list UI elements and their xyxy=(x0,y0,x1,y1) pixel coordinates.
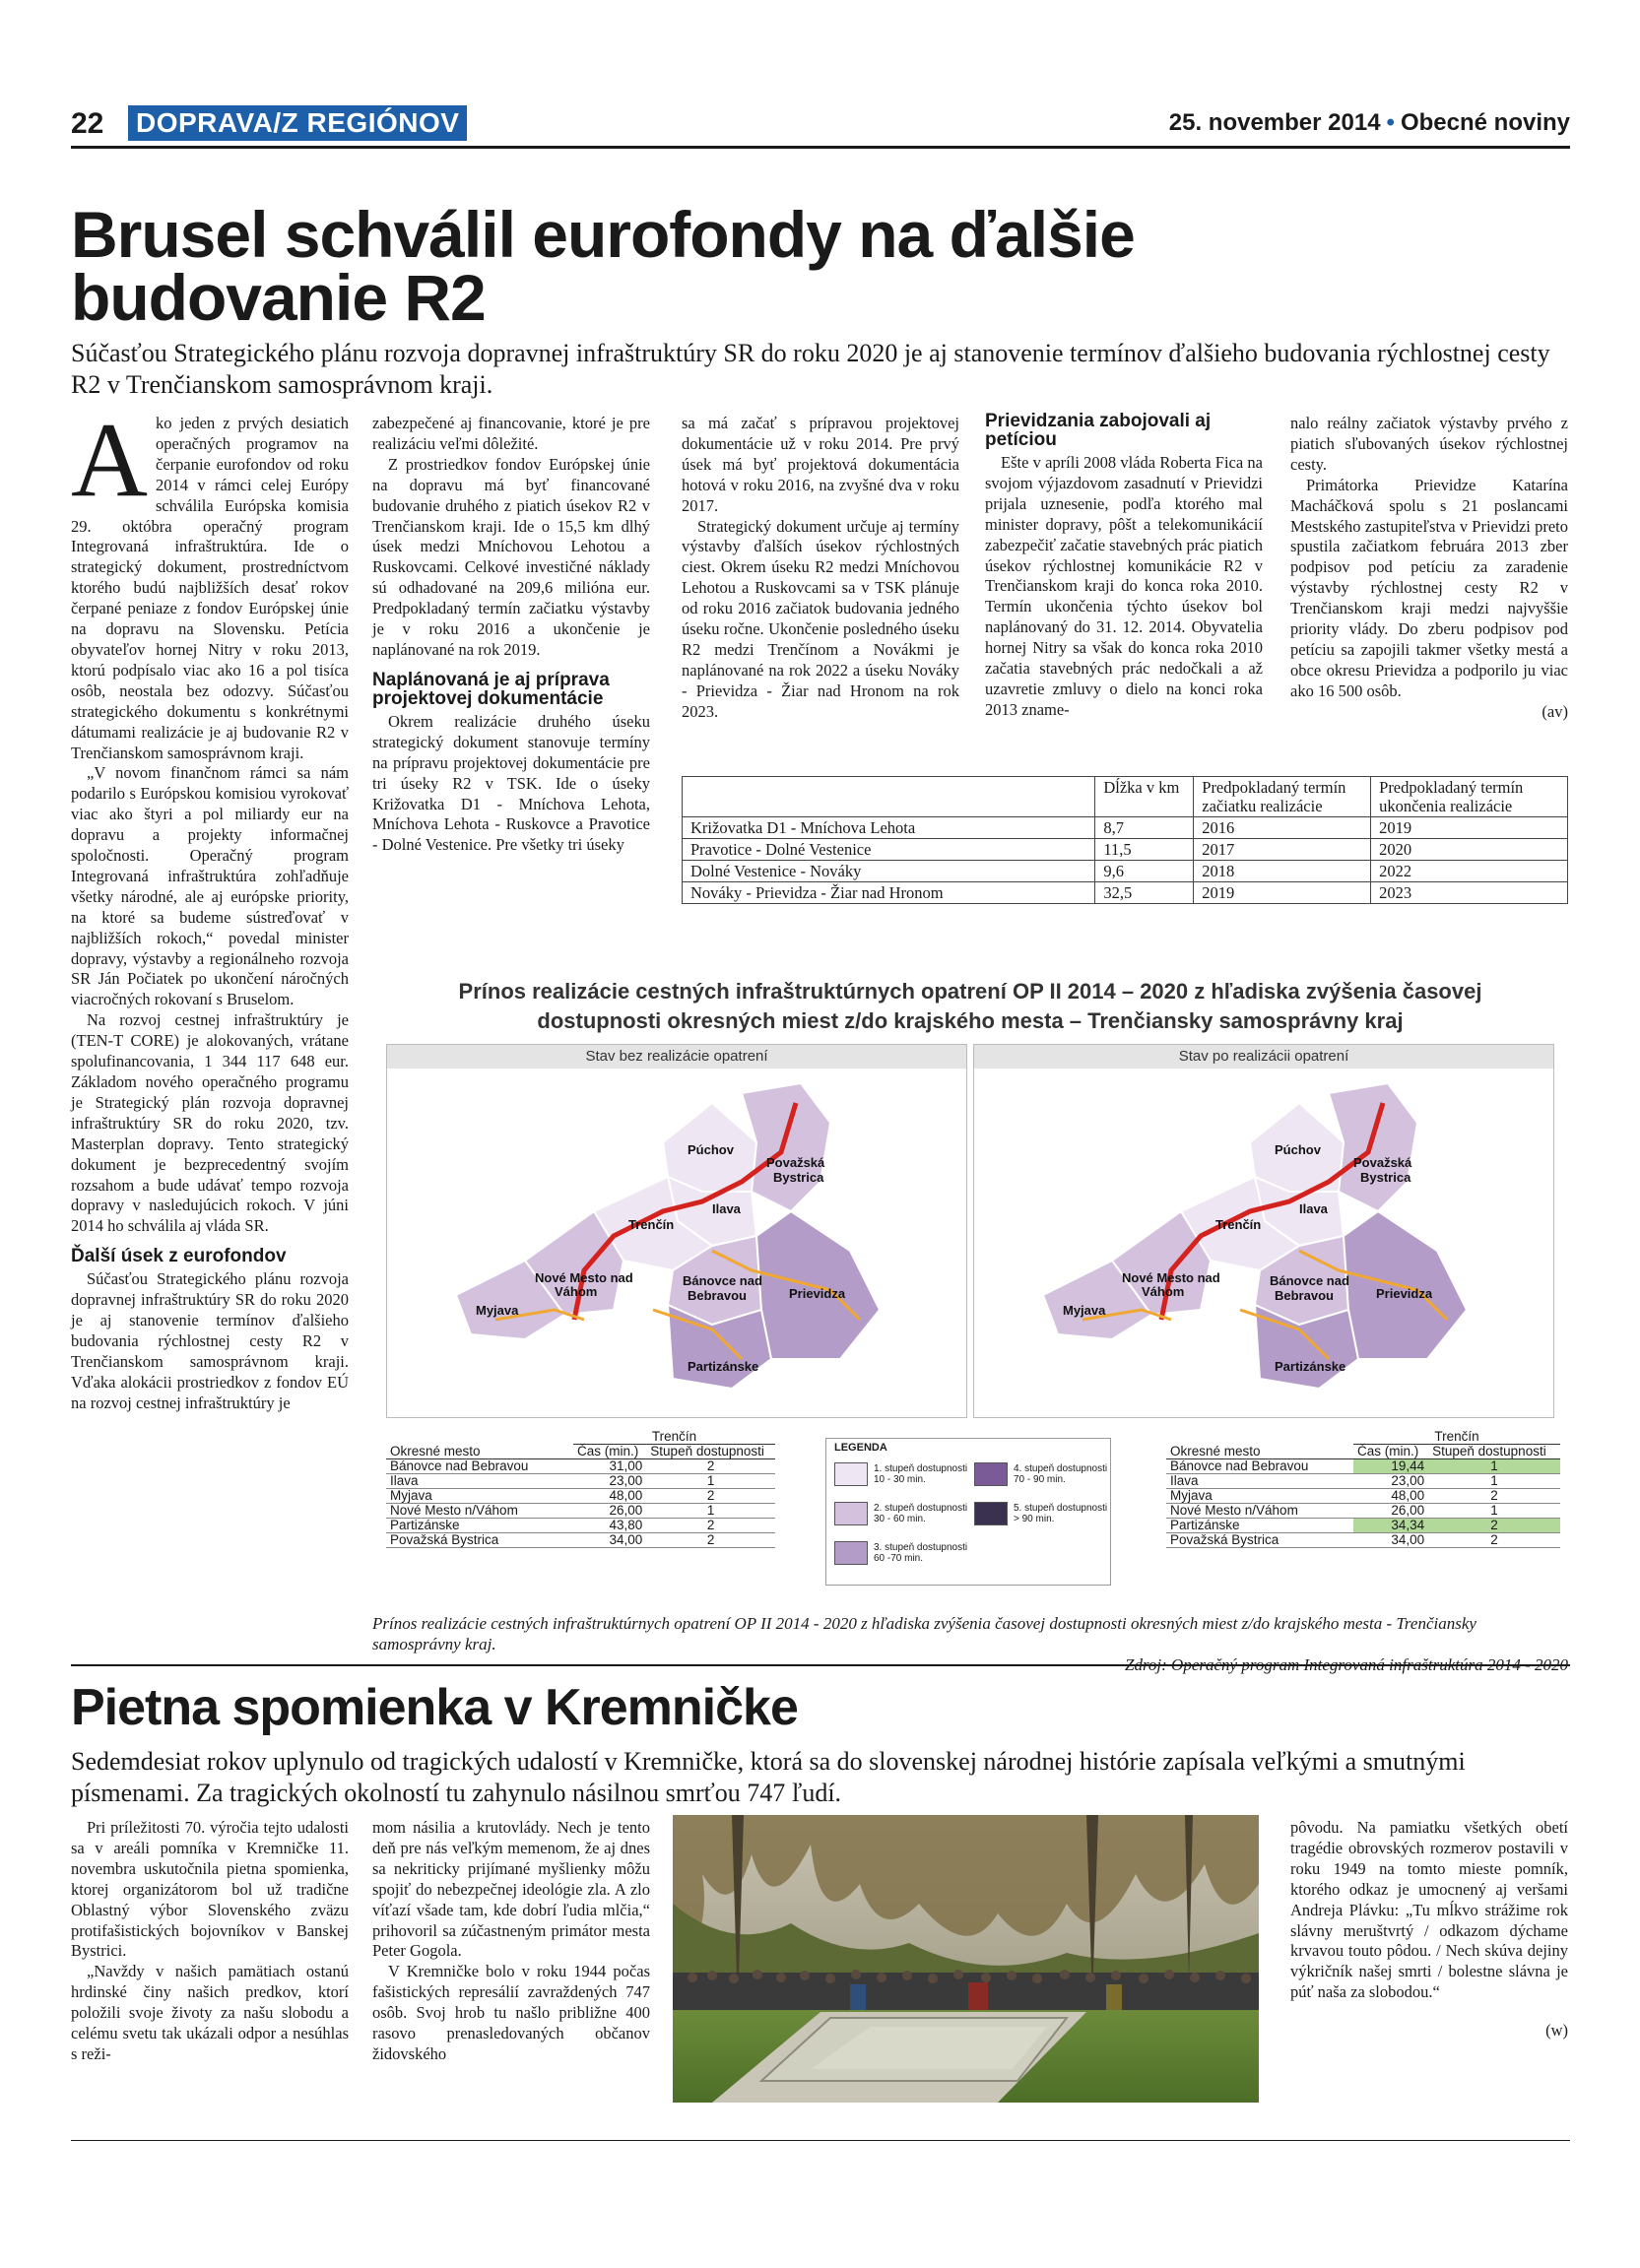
table-row xyxy=(386,1504,775,1519)
map-label: Ilava xyxy=(1299,1201,1328,1216)
article-paragraph: Pri príležitosti 70. výročia tejto udalosti sa v areáli pomníka v Kremničke 11. novembra uskutočnila pietna spomienka, ktorej organizátorom bol už tradične Oblastný výbor Slovenského zväzu protifašistických bojovníkov v Banskej Bystrici. xyxy=(71,1818,349,1961)
article-paragraph: nalo reálny začiatok výstavby prvého z piatich sľubovaných úsekov rýchlostnej cesty. xyxy=(1290,414,1568,474)
article-paragraph: Ako jeden z prvých desiatich operačných programov na čerpanie eurofondov od roku 2014 v rámci celej Európy schválila Európska komisia 29. októbra operačný program Integrovaná infraštruktúra. Ide o strategický dokument, prostredníctvom ktorého budú najbližších desať rokov čerpané peniaze z fondov Európskej únie na dopravu na Slovensku. Petícia obyvateľov hornej Nitry v roku 2013, ktorú podpísalo viac ako 16 a pol tisíca osôb, neostala bez odozvy. Súčasťou strategického dokumentu s konkrétnymi dátumami realizácie je aj budovanie R2 v Trenčianskom samosprávnom kraji. xyxy=(71,402,349,762)
legend-label: 2. stupeň dostupnosti 30 - 60 min. xyxy=(874,1503,968,1524)
article-title-line2: budovanie R2 xyxy=(71,261,486,334)
table-cell: 1 xyxy=(646,1474,775,1489)
table-cell: 2 xyxy=(646,1519,775,1533)
article-column-3 xyxy=(1290,1818,1568,2041)
map-label: Myjava xyxy=(1063,1303,1106,1318)
table-cell: 34,00 xyxy=(1353,1533,1428,1548)
article-paragraph: Z prostriedkov fondov Európskej únie na dopravu má byť financované budovanie druhého z piatich úsekov R2 v Trenčianskom kraji. Ide o 15,5 km dlhý úsek medzi Mníchovou Lehotou a Ruskovcami. Celkové investičné náklady sú odhadované na 209,6 milióna eur. Predpokladaný termín začiatku výstavby je v roku 2016 a ukončenie je naplánované na rok 2019. xyxy=(372,454,650,659)
table-cell: Križovatka D1 - Mníchova Lehota xyxy=(683,817,1095,839)
article-column-4 xyxy=(985,412,1263,721)
drop-cap: A xyxy=(71,402,148,519)
memorial-photo xyxy=(673,1815,1259,2103)
map-label: Partizánske xyxy=(1275,1359,1346,1374)
accessibility-table-after xyxy=(1166,1430,1560,1548)
map-label: Púchov xyxy=(1275,1142,1321,1157)
map-label: Prievidza xyxy=(789,1286,846,1301)
col-header-time: Čas (min.) xyxy=(573,1445,646,1459)
article-paragraph: zabezpečené aj financovanie, ktoré je pre realizáciu veľmi dôležité. xyxy=(372,414,650,453)
table-cell: 1 xyxy=(1428,1474,1560,1489)
table-cell: 2017 xyxy=(1194,839,1371,861)
article-title xyxy=(71,198,1568,334)
article-title: Pietna spomienka v Kremničke xyxy=(71,1679,798,1736)
table-row xyxy=(386,1519,775,1533)
author-signature: (av) xyxy=(1542,701,1568,721)
article-paragraph: Primátorka Prievidze Katarína Macháčková spolu s 21 poslancami Mestského zastupiteľstva v Prievidzi preto spustila začiatkom februára 2013 zber podpisov pod petíciu za zaradenie výstavby rýchlostnej cesty R2 v Trenčianskom kraji medzi najvyššie priority vlády. Do zberu podpisov pod petíciu sa zapojili takmer všetky mestá a obce okresu Prievidza a podporilo ju viac ako 16 500 osôb. xyxy=(1290,475,1568,700)
table-cell: Považská Bystrica xyxy=(386,1533,573,1548)
table-cell: 48,00 xyxy=(1353,1489,1428,1504)
map-label: Ilava xyxy=(712,1201,741,1216)
author-signature: (w) xyxy=(1545,2021,1568,2041)
table-cell: Partizánske xyxy=(1166,1519,1353,1533)
table-cell: 1 xyxy=(1428,1459,1560,1474)
col-header-city: Okresné mesto xyxy=(1166,1430,1353,1459)
table-cell: 2 xyxy=(646,1533,775,1548)
section-divider xyxy=(71,1664,1570,1666)
legend-swatch xyxy=(834,1502,868,1525)
article-paragraph: Na rozvoj cestnej infraštruktúry je (TEN-T CORE) je alokovaných, vrátane spolufinancovania, 1 344 117 648 eur. Základom nového operačného programu je Strategický plán rozvoja dopravnej infraštruktúry SR do roku 2020, tzv. Masterplan dopravy. Tento strategický dokument je bezprecedentný svojím rozsahom a bude udávať tempo rozvoja dopravy v nasledujúcich rokoch. V júni 2014 ho schválila aj vláda SR. xyxy=(71,1010,349,1236)
table-row xyxy=(1166,1474,1560,1489)
legend-title: LEGENDA xyxy=(834,1442,887,1454)
article-lead: Súčasťou Strategického plánu rozvoja dopravnej infraštruktúry SR do roku 2020 je aj stanovenie termínov ďalšieho budovania rýchlostnej cesty R2 v Trenčianskom samosprávnom kraji. xyxy=(71,339,1550,399)
table-cell: Ilava xyxy=(1166,1474,1353,1489)
table-row xyxy=(683,817,1568,839)
table-row xyxy=(1166,1459,1560,1474)
map-label: Nové Mesto nad xyxy=(1122,1270,1220,1285)
table-header-cell xyxy=(683,777,1095,817)
article-paragraph: „V novom finančnom rámci sa nám podarilo s Európskou komisiou vyrokovať viac ako štyri a pol miliardy eur na dopravu a projekty informačnej spoločnosti. Operačný program Integrovaná infraštruktúra zohľadňuje všetky národné, ale aj európske priority, na ktoré sa budeme sústreďovať v najbližších rokoch,“ povedal minister dopravy, výstavby a regionálneho rozvoja SR Ján Počiatek po ukončení náročných viacročných rokovaní s Bruselom. xyxy=(71,763,349,1009)
map-label: Púchov xyxy=(688,1142,734,1157)
table-cell: 2 xyxy=(1428,1519,1560,1533)
table-cell: 2 xyxy=(1428,1533,1560,1548)
table-cell: 26,00 xyxy=(1353,1504,1428,1519)
article-title-line1: Brusel schválil eurofondy na ďalšie xyxy=(71,198,1135,271)
table-cell: Pravotice - Dolné Vestenice xyxy=(683,839,1095,861)
map-label: Bánovce nad xyxy=(683,1273,762,1288)
legend-item xyxy=(834,1502,967,1525)
article-lead: Sedemdesiat rokov uplynulo od tragických udalostí v Kremničke, ktorá sa do slovenskej národnej histórie zapísala veľkými a smutnými písmenami. Za tragických okolností tu zahynulo násilnou smrťou 747 ľudí. xyxy=(71,1747,1466,1807)
table-cell: Bánovce nad Bebravou xyxy=(386,1459,573,1474)
table-cell: Považská Bystrica xyxy=(1166,1533,1353,1548)
article-column-3 xyxy=(682,414,959,723)
table-row xyxy=(1166,1504,1560,1519)
map-label: Váhom xyxy=(1142,1284,1185,1299)
map-label: Trenčín xyxy=(628,1217,675,1232)
caption-text: Prínos realizácie cestných infraštruktúrnych opatrení OP II 2014 - 2020 z hľadiska zvýšenia časovej dostupnosti okresných miest z/do krajského mesta - Trenčiansky samosprávny kraj. xyxy=(372,1614,1476,1653)
article-paragraph: sa má začať s prípravou projektovej dokumentácie už v roku 2014. Pre prvý úsek má byť projektová dokumentácia hotová v roku 2016, na zvyšné dva v roku 2017. xyxy=(682,414,959,515)
legend-swatch xyxy=(834,1462,868,1486)
table-cell: Bánovce nad Bebravou xyxy=(1166,1459,1353,1474)
page-bottom-rule xyxy=(71,2140,1570,2141)
table-cell: 32,5 xyxy=(1095,882,1194,904)
legend-swatch xyxy=(974,1462,1008,1486)
region-map xyxy=(974,1069,1553,1417)
legend-swatch xyxy=(834,1541,868,1565)
article-paragraph: mom násilia a krutovlády. Nech je tento deň pre nás veľkým memenom, že aj dnes sa nekriticky prijímané myšlienky môžu spojiť do nebezpečnej ideológie zla. A zlo víťazí všade tam, kde dobrí ľudia mlčia,“ prihovoril sa zúčastneným primátor mesta Peter Gogola. xyxy=(372,1818,650,1961)
accessibility-table-before xyxy=(386,1430,775,1548)
legend-item xyxy=(974,1462,1107,1486)
table-cell: 19,44 xyxy=(1353,1459,1428,1474)
table-row xyxy=(1166,1519,1560,1533)
table-row xyxy=(1166,1489,1560,1504)
article-column-1 xyxy=(71,1818,349,2065)
table-row xyxy=(386,1474,775,1489)
table-cell: 23,00 xyxy=(573,1474,646,1489)
table-cell: Partizánske xyxy=(386,1519,573,1533)
table-cell: 48,00 xyxy=(573,1489,646,1504)
map-label: Bánovce nad xyxy=(1270,1273,1349,1288)
map-label: Považská xyxy=(1353,1155,1412,1170)
map-label: Myjava xyxy=(476,1303,519,1318)
map-panel-before xyxy=(386,1044,967,1418)
table-cell: 34,34 xyxy=(1353,1519,1428,1533)
separator-dot: • xyxy=(1386,109,1395,136)
col-header-trencin: Trenčín xyxy=(1353,1430,1560,1445)
table-cell: 2020 xyxy=(1371,839,1568,861)
table-cell: 43,80 xyxy=(573,1519,646,1533)
table-cell: Myjava xyxy=(1166,1489,1353,1504)
map-label: Trenčín xyxy=(1215,1217,1262,1232)
legend-label: 3. stupeň dostupnosti 60 -70 min. xyxy=(874,1542,968,1564)
table-cell: Dolné Vestenice - Nováky xyxy=(683,861,1095,882)
table-cell: Nováky - Prievidza - Žiar nad Hronom xyxy=(683,882,1095,904)
article-paragraph: Okrem realizácie druhého úseku strategický dokument stanovuje termíny na prípravu projektovej dokumentácie pre tri úseky R2 v TSK. Ide o úseky Križovatka D1 - Mníchova Lehota, Mníchova Lehota - Ruskovce a Pravotice - Dolné Vestenice. Pre všetky tri úseky xyxy=(372,711,650,855)
subheading: Prievidzania zabojovali aj petíciou xyxy=(985,411,1212,450)
table-cell: Ilava xyxy=(386,1474,573,1489)
table-cell: 34,00 xyxy=(573,1533,646,1548)
legend-swatch xyxy=(974,1502,1008,1525)
table-cell: Nové Mesto n/Váhom xyxy=(386,1504,573,1519)
table-header-cell: Dĺžka v km xyxy=(1095,777,1194,817)
map-panel-after xyxy=(973,1044,1554,1418)
col-header-level: Stupeň dostupnosti xyxy=(1428,1445,1560,1459)
figure-title: Prínos realizácie cestných infraštruktúrnych opatrení OP II 2014 – 2020 z hľadiska zvýšenia časovej dostupnosti okresných miest z/do krajského mesta – Trenčiansky samosprávny kraj xyxy=(458,979,1482,1033)
issue-date: 25. november 2014 xyxy=(1168,109,1381,136)
table-cell: 2 xyxy=(646,1459,775,1474)
panel-title: Stav po realizácii opatrení xyxy=(974,1045,1553,1069)
article-paragraph: Ešte v apríli 2008 vláda Roberta Fica na svojom výjazdovom zasadnutí v Prievidzi prijala uznesenie, podľa ktorého mal minister dopravy, pôšt a telekomunikácií zabezpečiť začatie stavebných prác piatich úsekov rýchlostnej komunikácie R2 v Trenčianskom kraji do konca roka 2010. Termín ukončenia týchto úsekov bol naplánovaný do 31. 12. 2014. Obyvatelia hornej Nitry sa však do konca roka 2010 začatia stavebných prác nedočkali a až uzavretie zmluvy o dielo na konci roka 2013 zname- xyxy=(985,453,1263,719)
table-header-cell: Predpokladaný termín ukončenia realizácie xyxy=(1371,777,1568,817)
col-header-level: Stupeň dostupnosti xyxy=(646,1445,775,1459)
region-map xyxy=(387,1069,966,1417)
legend-item xyxy=(834,1541,967,1565)
caption-source: Zdroj: Operačný program Integrovaná infraštruktúra 2014 - 2020 xyxy=(1124,1655,1568,1674)
legend-item xyxy=(974,1502,1107,1525)
table-row xyxy=(386,1459,775,1474)
table-cell: 2023 xyxy=(1371,882,1568,904)
publication-name: Obecné noviny xyxy=(1400,109,1570,136)
legend-label: 4. stupeň dostupnosti 70 - 90 min. xyxy=(1014,1463,1108,1485)
table-cell: 9,6 xyxy=(1095,861,1194,882)
table-cell: 2019 xyxy=(1371,817,1568,839)
table-header-cell: Predpokladaný termín začiatku realizácie xyxy=(1194,777,1371,817)
table-cell: 1 xyxy=(646,1504,775,1519)
map-label: Nové Mesto nad xyxy=(535,1270,633,1285)
article-paragraph: Súčasťou Strategického plánu rozvoja dopravnej infraštruktúry SR do roku 2020 je aj stanovenie termínov ďalšieho budovania rýchlostnej cesty R2 v Trenčianskom samosprávnom kraji. Vďaka alokácii prostriedkov z fondov EÚ na rozvoj cestnej infraštruktúry je xyxy=(71,1269,349,1412)
table-cell: 2 xyxy=(1428,1489,1560,1504)
map-label: Bystrica xyxy=(1360,1170,1411,1185)
memorial-photo-image xyxy=(673,1815,1259,2103)
table-cell: 2022 xyxy=(1371,861,1568,882)
table-cell: 11,5 xyxy=(1095,839,1194,861)
table-row xyxy=(683,882,1568,904)
article-column-5 xyxy=(1290,414,1568,723)
table-cell: 2016 xyxy=(1194,817,1371,839)
map-legend xyxy=(825,1438,1111,1586)
table-cell: Myjava xyxy=(386,1489,573,1504)
map-label: Váhom xyxy=(555,1284,598,1299)
legend-label: 1. stupeň dostupnosti 10 - 30 min. xyxy=(874,1463,968,1485)
subheading: Naplánovaná je aj príprava projektovej dokumentácie xyxy=(372,669,610,709)
district-prievidza xyxy=(756,1211,880,1359)
article-paragraph: Strategický dokument určuje aj termíny výstavby ďalších úsekov rýchlostných ciest. Okrem úseku R2 medzi Mníchovou Lehotou a Ruskovcami sa v TSK plánuje od roku 2016 začiatok budovania jedného úseku ročne. Ukončenie posledného úseku R2 medzi Trenčínom a Novákmi je naplánované na rok 2022 a úseku Nováky - Prievidza - Žiar nad Hronom na rok 2023. xyxy=(682,516,959,721)
col-header-trencin: Trenčín xyxy=(573,1430,775,1445)
article-paragraph: pôvodu. Na pamiatku všetkých obetí tragédie obrovských rozmerov postavili v roku 1949 na tomto mieste pomník, ktorého odkaz je umocnený aj veršami Andreja Plávku: „Tu mĺkvo strážime rok slávny meruštvrtý / odkazom dýchame krvavou touto pôdou. / Nech skúva dejiny výkričník našej smrti / bolestne slávna je púť naša za slobodou.“ xyxy=(1290,1818,1568,2002)
map-label: Prievidza xyxy=(1376,1286,1433,1301)
table-cell: 1 xyxy=(1428,1504,1560,1519)
table-row xyxy=(1166,1533,1560,1548)
table-cell: 31,00 xyxy=(573,1459,646,1474)
table-cell: 2018 xyxy=(1194,861,1371,882)
page-number: 22 xyxy=(71,107,104,140)
table-row xyxy=(683,839,1568,861)
map-label: Bebravou xyxy=(688,1288,747,1303)
table-cell: 8,7 xyxy=(1095,817,1194,839)
legend-label: 5. stupeň dostupnosti > 90 min. xyxy=(1014,1503,1108,1524)
accessibility-map-figure xyxy=(372,967,1568,1607)
article-paragraph: „Navždy v našich pamätiach ostanú hrdinské činy našich predkov, ktorí položili svoje životy za našu slobodu a celému svetu tak ukázali odpor a nesúhlas s reži- xyxy=(71,1962,349,2063)
map-label: Partizánske xyxy=(688,1359,759,1374)
construction-schedule-table xyxy=(682,776,1568,904)
section-label: DOPRAVA/Z REGIÓNOV xyxy=(128,105,467,141)
table-cell: 26,00 xyxy=(573,1504,646,1519)
article-column-1 xyxy=(71,402,349,1414)
col-header-city: Okresné mesto xyxy=(386,1430,573,1459)
table-cell: 2 xyxy=(646,1489,775,1504)
table-cell: 2019 xyxy=(1194,882,1371,904)
legend-item xyxy=(834,1462,967,1486)
map-label: Bystrica xyxy=(773,1170,824,1185)
article-column-2 xyxy=(372,1818,650,2065)
col-header-time: Čas (min.) xyxy=(1353,1445,1428,1459)
district-prievidza xyxy=(1344,1211,1467,1359)
table-cell: 23,00 xyxy=(1353,1474,1428,1489)
table-row xyxy=(683,861,1568,882)
table-row xyxy=(386,1533,775,1548)
table-cell: Nové Mesto n/Váhom xyxy=(1166,1504,1353,1519)
page-header xyxy=(71,103,1570,149)
table-header-row xyxy=(683,777,1568,817)
article-column-2 xyxy=(372,414,650,856)
panel-title: Stav bez realizácie opatrení xyxy=(387,1045,966,1069)
issue-info xyxy=(1169,109,1570,137)
subheading: Ďalší úsek z eurofondov xyxy=(71,1246,287,1267)
article-paragraph: V Kremničke bolo v roku 1944 počas fašistických represálií zavraždených 747 osôb. Svoj hrob tu našlo približne 400 rasovo prenasledovaných občanov židovského xyxy=(372,1962,650,2063)
map-label: Považská xyxy=(766,1155,825,1170)
table-row xyxy=(386,1489,775,1504)
map-label: Bebravou xyxy=(1275,1288,1334,1303)
